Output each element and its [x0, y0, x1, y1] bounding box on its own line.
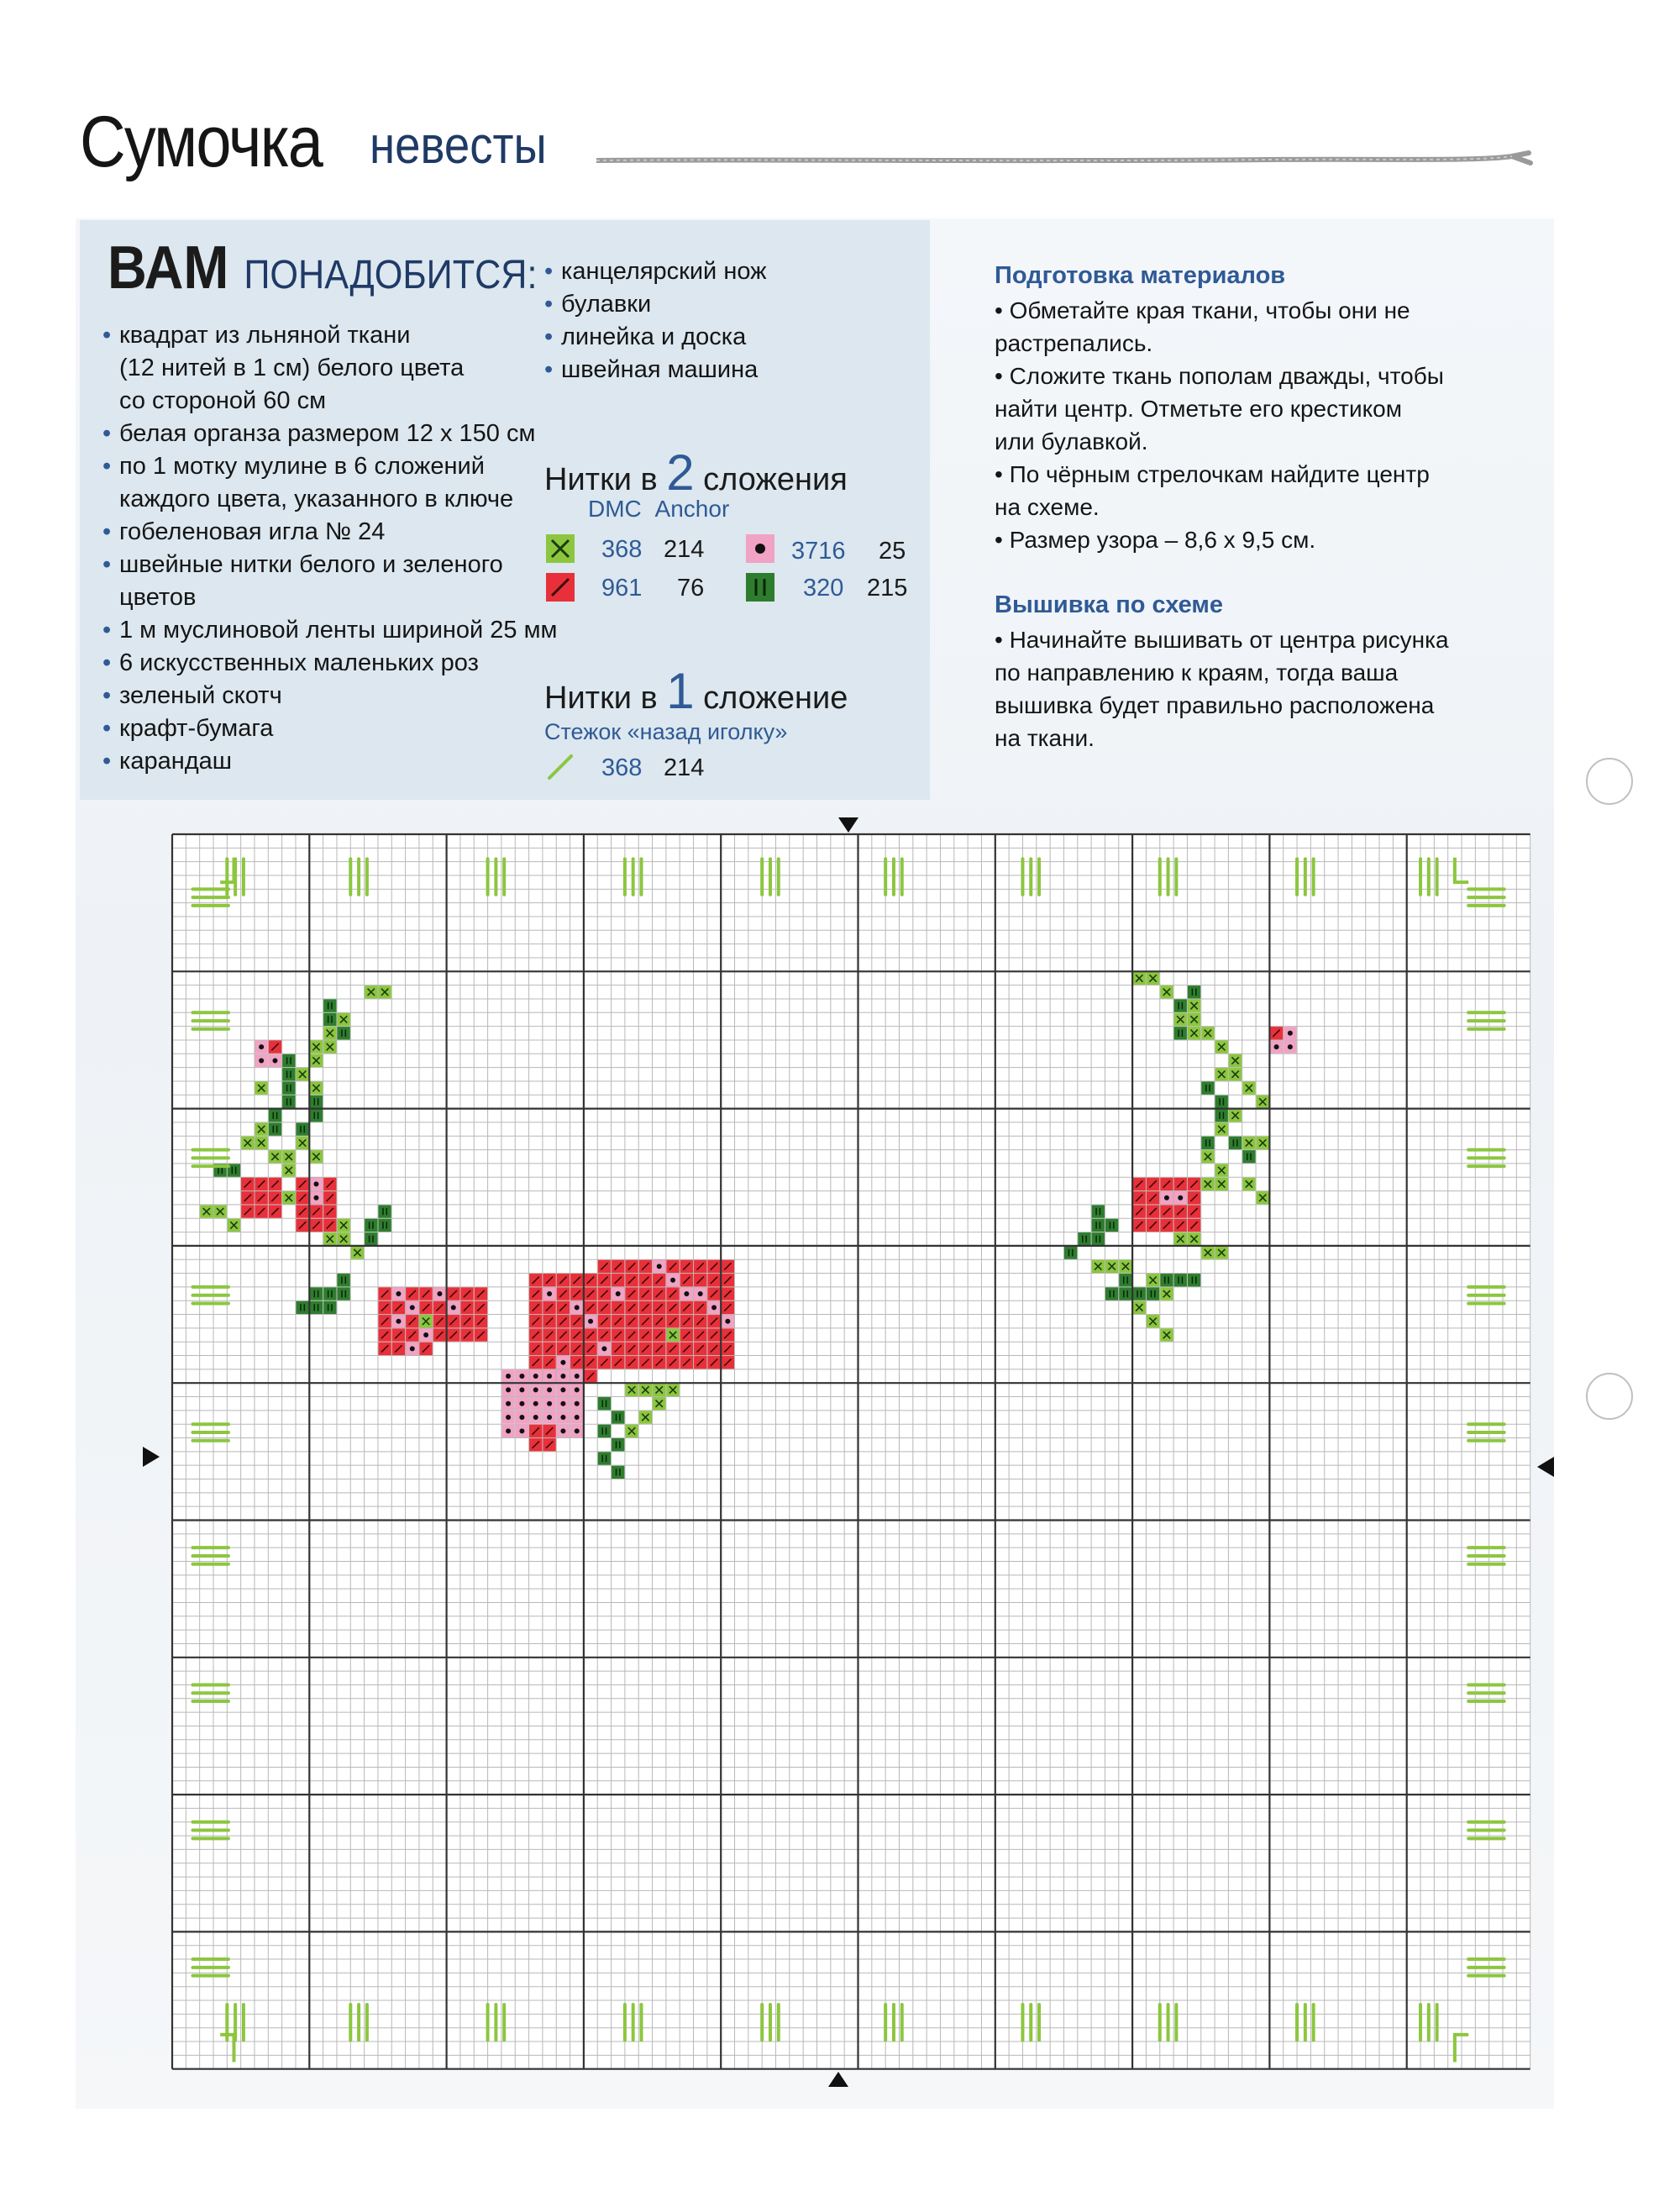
stitch-dot-mark — [451, 1305, 456, 1310]
key-dmc-961: 961 — [601, 575, 643, 602]
stitch-dot-mark — [560, 1374, 565, 1379]
key-anchor-214: 214 — [664, 536, 705, 563]
stitch-dot-mark — [519, 1401, 524, 1406]
stitch-cell — [1229, 1137, 1242, 1149]
stitch-dot-mark — [259, 1044, 264, 1049]
materials-heading-small: ПОНАДОБИТСЯ: — [244, 253, 538, 297]
stitch-cell — [1188, 985, 1200, 998]
prep-text: • Обметайте края ткани, чтобы они не растрепались. • Сложите ткань пополам дважды, чтобы найти центр. Отметьте его крестиком или булавкой. • По чёрным стрелочкам найдите центр на схеме. • Размер узора – 8,6 х 9,5 см. — [995, 297, 1444, 553]
materials-heading-big: ВАМ — [108, 234, 229, 302]
stitch-cell — [1147, 1287, 1159, 1300]
embroidery-heading: Вышивка по схеме — [995, 591, 1224, 618]
stitch-cell — [296, 1122, 308, 1135]
list-item: • квадрат из льняной ткани — [102, 319, 557, 352]
stitch-dot-mark — [588, 1319, 593, 1324]
stitch-dot-mark — [506, 1401, 511, 1406]
stitch-cell — [282, 1054, 295, 1067]
center-arrow-right — [1537, 1457, 1554, 1477]
page-title: Сумочка — [80, 102, 323, 182]
stitch-dot-mark — [1288, 1031, 1293, 1036]
stitch-cell — [282, 1068, 295, 1080]
stitch-cell — [1242, 1150, 1255, 1163]
stitch-cell — [310, 1109, 323, 1122]
stitch-dot-mark — [560, 1401, 565, 1406]
stitch-cell — [1201, 1081, 1214, 1094]
stitch-cell — [1201, 1137, 1214, 1149]
stitch-cell — [1174, 999, 1187, 1012]
stitch-dot-mark — [396, 1319, 401, 1324]
stitch-dot-mark — [560, 1387, 565, 1392]
stitch-cell — [1174, 1274, 1187, 1286]
stitch-dot-mark — [437, 1291, 442, 1296]
stitch-cell — [598, 1452, 611, 1464]
stitch-dot-mark — [259, 1058, 264, 1063]
key-heading-number: 2 — [666, 444, 695, 501]
stitch-dot-mark — [1164, 1195, 1169, 1201]
stitch-cell — [296, 1301, 308, 1314]
list-item: • булавки — [544, 288, 767, 321]
list-item: со стороной 60 см — [119, 387, 327, 414]
stitch-dot-mark — [313, 1181, 318, 1186]
key-heading-prefix: Нитки в — [544, 680, 658, 716]
list-item: (12 нитей в 1 см) белого цвета — [119, 355, 465, 381]
center-arrow-bottom — [828, 2072, 848, 2087]
stitch-dot-mark — [684, 1291, 689, 1296]
stitch-cell — [598, 1397, 611, 1410]
stitch-cell — [282, 1096, 295, 1108]
stitch-dot-mark — [519, 1387, 524, 1392]
stitch-cell — [612, 1466, 624, 1479]
stitch-cell — [1092, 1205, 1105, 1217]
stitch-dot-mark — [698, 1291, 703, 1296]
stitch-cell — [337, 1287, 349, 1300]
key-backstitch-dmc: 368 — [601, 754, 643, 781]
key-anchor-25: 25 — [879, 538, 906, 565]
stitch-cell — [1105, 1219, 1118, 1232]
key-anchor-76: 76 — [677, 575, 705, 602]
key-heading-prefix: Нитки в — [544, 462, 658, 497]
stitch-dot-mark — [519, 1415, 524, 1420]
stitch-dot-mark — [519, 1374, 524, 1379]
list-item: • гобеленовая игла № 24 — [102, 516, 557, 549]
stitch-cell — [1215, 1096, 1228, 1108]
stitch-dot-mark — [506, 1387, 511, 1392]
stitch-dot-mark — [560, 1415, 565, 1420]
stitch-dot-mark — [1288, 1044, 1293, 1049]
stitch-cell — [612, 1438, 624, 1451]
stitch-dot-mark — [547, 1401, 552, 1406]
key-backstitch-anchor: 214 — [664, 754, 705, 781]
list-item: • белая органза размером 12 х 150 см — [102, 418, 557, 450]
list-item: • крафт-бумага — [102, 712, 557, 745]
stitch-dot-mark — [547, 1374, 552, 1379]
list-item: • линейка и доска — [544, 321, 767, 354]
stitch-cell — [323, 1301, 336, 1314]
stitch-dot-mark — [560, 1428, 565, 1433]
stitch-dot-mark — [533, 1374, 538, 1379]
list-item: цветов — [119, 584, 197, 611]
key-heading-number: 1 — [666, 663, 695, 719]
stitch-cell — [323, 1013, 336, 1026]
stitch-dot-mark — [575, 1415, 580, 1420]
stitch-dot-mark — [547, 1415, 552, 1420]
stitch-cell — [337, 1027, 349, 1039]
stitch-cell — [1092, 1232, 1105, 1245]
stitch-dot-mark — [547, 1387, 552, 1392]
stitch-cell — [1174, 1027, 1187, 1039]
stitch-cell — [337, 1274, 349, 1286]
stitch-dot-mark — [533, 1387, 538, 1392]
stitch-dot-mark — [410, 1305, 415, 1310]
stitch-dot-mark — [423, 1332, 428, 1337]
stitch-dot-mark — [547, 1291, 552, 1296]
stitch-dot-mark — [601, 1346, 606, 1351]
stitch-dot-mark — [575, 1428, 580, 1433]
stitch-dot-mark — [560, 1360, 565, 1365]
center-arrow-left — [143, 1447, 160, 1467]
stitch-cell — [378, 1205, 391, 1217]
stitch-dot-mark — [725, 1319, 730, 1324]
stitch-dot-mark — [575, 1374, 580, 1379]
list-item: • по 1 мотку мулине в 6 сложений — [102, 450, 557, 483]
stitch-dot-mark — [670, 1278, 675, 1283]
stitch-cell — [365, 1219, 377, 1232]
stitch-dot-mark — [506, 1428, 511, 1433]
list-item: • зеленый скотч — [102, 680, 557, 712]
stitch-cell — [1092, 1219, 1105, 1232]
stitch-cell — [1064, 1246, 1077, 1259]
stitch-dot-mark — [575, 1387, 580, 1392]
stitch-dot-mark — [1274, 1044, 1279, 1049]
list-item: • 1 м муслиновой ленты шириной 25 мм — [102, 614, 557, 647]
list-item: • швейные нитки белого и зеленого — [102, 549, 557, 581]
stitch-dot-mark — [575, 1401, 580, 1406]
stitch-dot-mark — [396, 1291, 401, 1296]
stitch-dot-mark — [533, 1415, 538, 1420]
stitch-cell — [1119, 1274, 1131, 1286]
stitch-dot-mark — [1178, 1195, 1183, 1201]
stitch-cell — [378, 1219, 391, 1232]
stitch-dot-mark — [616, 1291, 621, 1296]
key-col-anchor: Anchor — [654, 496, 730, 522]
page-subtitle: невесты — [370, 117, 547, 175]
list-item: • швейная машина — [544, 354, 767, 386]
stitch-cell — [269, 1109, 281, 1122]
stitch-cell — [269, 1122, 281, 1135]
stitch-dot-mark — [410, 1346, 415, 1351]
stitch-dot-mark — [313, 1195, 318, 1201]
key-heading-suffix: сложение — [703, 680, 848, 716]
stitch-cell — [310, 1096, 323, 1108]
stitch-cell — [1133, 1287, 1146, 1300]
key-dmc-320: 320 — [803, 575, 844, 602]
stitch-cell — [612, 1411, 624, 1423]
key-dmc-3716: 3716 — [791, 538, 846, 565]
stitch-dot-mark — [657, 1264, 662, 1269]
stitch-cell — [1160, 1274, 1173, 1286]
stitch-cell — [365, 1232, 377, 1245]
stitch-cell — [282, 1081, 295, 1094]
stitch-cell — [1105, 1287, 1118, 1300]
stitch-dot-mark — [711, 1305, 717, 1310]
stitch-cell — [1078, 1232, 1090, 1245]
stitch-cell — [1188, 1274, 1200, 1286]
stitch-dot-mark — [519, 1428, 524, 1433]
stitch-cell — [323, 1287, 336, 1300]
list-item: • карандаш — [102, 745, 557, 778]
stitch-dot-mark — [506, 1415, 511, 1420]
key-anchor-215: 215 — [867, 575, 908, 602]
stitch-dot-mark — [272, 1058, 277, 1063]
embroidery-text: • Начинайте вышивать от центра рисунка по направлению к краям, тогда ваша вышивка будет правильно расположена на ткани. — [995, 627, 1449, 751]
stitch-cell — [310, 1287, 323, 1300]
stitch-dot-mark — [506, 1374, 511, 1379]
list-item: каждого цвета, указанного в ключе — [119, 486, 514, 512]
list-item: • 6 искусственных маленьких роз — [102, 647, 557, 680]
stitch-cell — [310, 1301, 323, 1314]
stitch-dot-mark — [575, 1305, 580, 1310]
key-dmc-368: 368 — [601, 536, 643, 563]
center-arrow-top — [838, 817, 858, 833]
list-item: • канцелярский нож — [544, 255, 767, 288]
key-col-dmc: DMC — [588, 496, 642, 522]
stitch-cell — [1215, 1109, 1228, 1122]
stitch-cell — [323, 999, 336, 1012]
prep-heading: Подготовка материалов — [995, 262, 1286, 289]
key-heading-suffix: сложения — [703, 462, 848, 497]
chart-canvas — [172, 834, 1530, 2068]
backstitch-label: Стежок «назад иголку» — [544, 719, 788, 744]
stitch-dot-mark — [533, 1401, 538, 1406]
stitch-cell — [1119, 1287, 1131, 1300]
stitch-cell — [598, 1425, 611, 1437]
